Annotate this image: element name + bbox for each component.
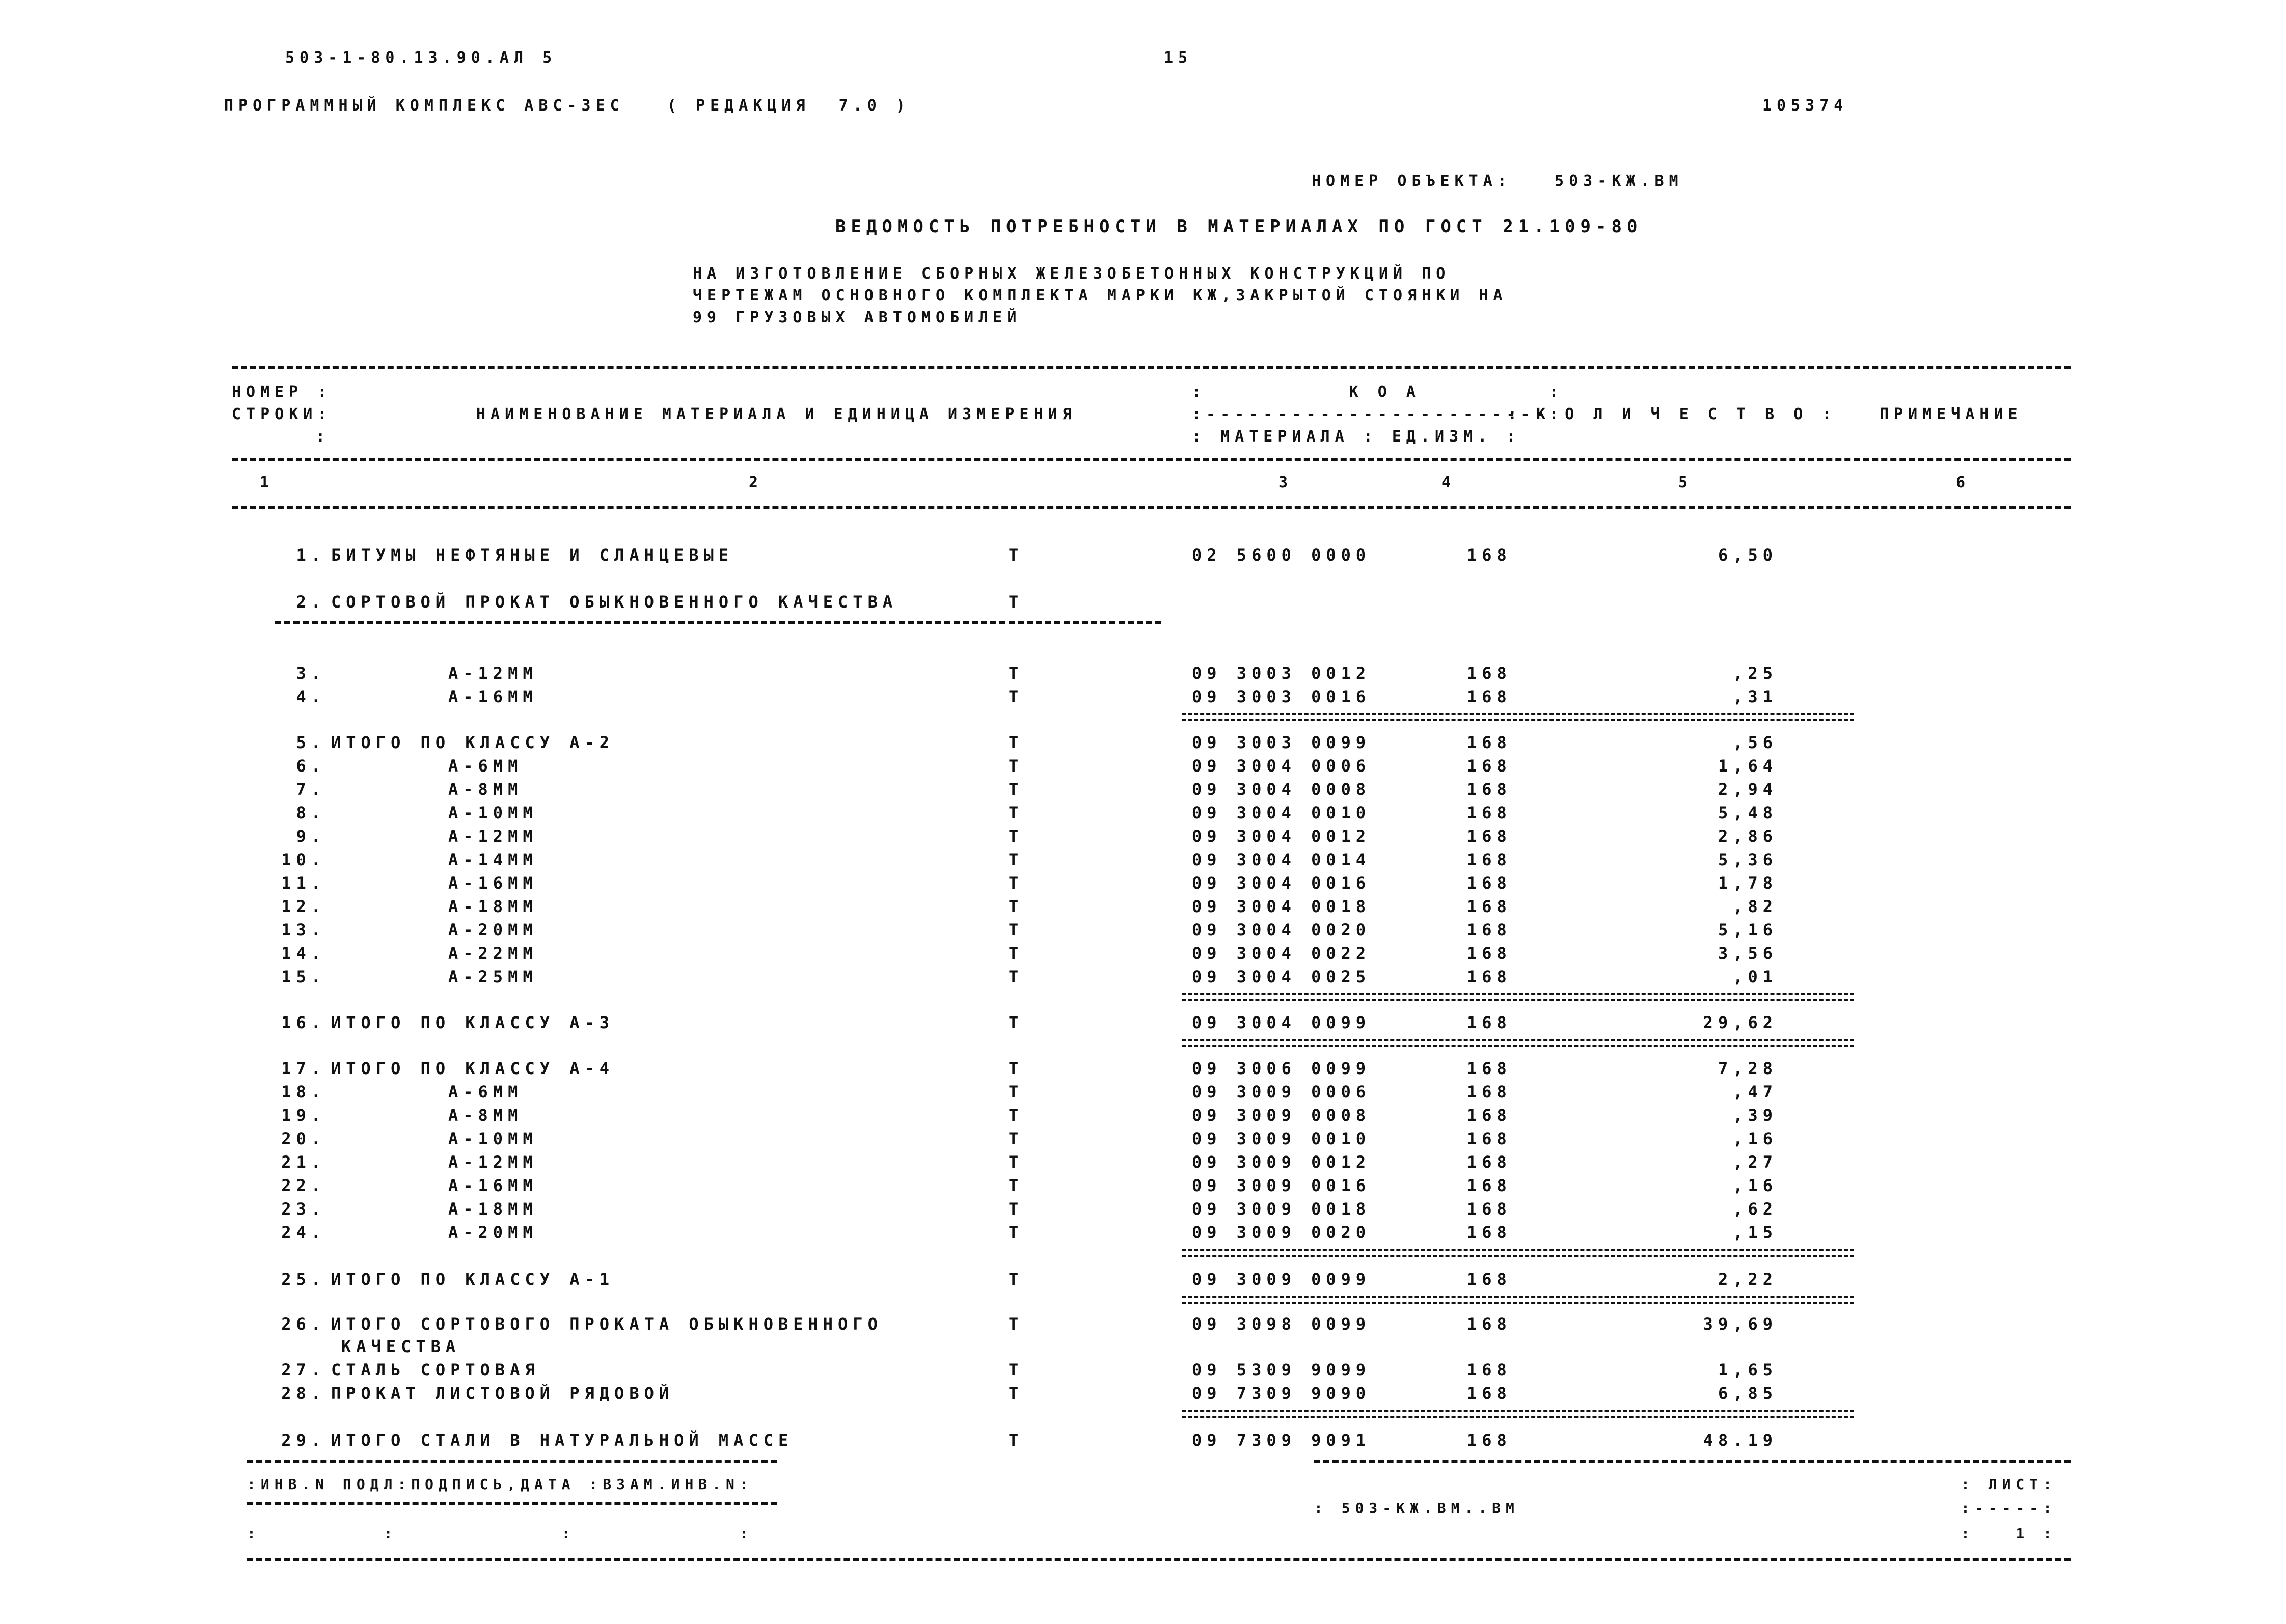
unit: Т	[1009, 1430, 1024, 1450]
row-number: 16.	[281, 1013, 326, 1032]
material-name: А-16ММ	[448, 687, 538, 706]
material-name: А-16ММ	[448, 1176, 538, 1195]
unit: Т	[1009, 780, 1024, 799]
subtitle-line-3: 99 ГРУЗОВЫХ АВТОМОБИЛЕЙ	[693, 309, 1022, 326]
document-reference: : 503-КЖ.ВМ..ВМ	[1314, 1500, 1519, 1517]
row-number: 12.	[281, 897, 326, 916]
unit: Т	[1009, 687, 1024, 706]
material-name: А-12ММ	[448, 664, 538, 683]
col-num-6: 6	[1956, 474, 1971, 491]
table-top-rule	[232, 366, 2071, 369]
unit: Т	[1009, 592, 1024, 612]
material-code: 09 3004 0010	[1192, 803, 1371, 822]
subtotal-rule	[1182, 1410, 1854, 1418]
row-number: 9.	[296, 827, 326, 846]
unit: Т	[1009, 1314, 1024, 1334]
material-code: 09 7309 9090	[1192, 1384, 1371, 1403]
unit-code: 168	[1467, 1223, 1512, 1242]
material-name: БИТУМЫ НЕФТЯНЫЕ И СЛАНЦЕВЫЕ	[331, 545, 734, 565]
material-code: 09 3009 0018	[1192, 1199, 1371, 1219]
table-row	[0, 873, 2286, 893]
material-name: А-14ММ	[448, 850, 538, 869]
koa-header-l1: : К О А :	[1192, 383, 1564, 401]
quantity: 1,64	[1718, 756, 1778, 776]
material-name: ИТОГО ПО КЛАССУ А-1	[331, 1270, 615, 1289]
header-rule	[232, 458, 2071, 461]
quantity: ,82	[1733, 897, 1778, 916]
quantity: 3,56	[1718, 944, 1778, 963]
material-name: СТАЛЬ СОРТОВАЯ	[331, 1360, 540, 1380]
quantity: 5,16	[1718, 920, 1778, 940]
unit: Т	[1009, 850, 1024, 869]
material-name: ПРОКАТ ЛИСТОВОЙ РЯДОВОЙ	[331, 1384, 674, 1403]
row-number: 17.	[281, 1059, 326, 1078]
table-row	[0, 1082, 2286, 1102]
unit-code: 168	[1467, 1106, 1512, 1125]
table-row	[0, 1269, 2286, 1289]
quantity: ,27	[1733, 1152, 1778, 1172]
unit-code: 168	[1467, 920, 1512, 940]
table-row	[0, 1222, 2286, 1243]
row-number: 7.	[296, 780, 326, 799]
table-row	[0, 1360, 2286, 1380]
quantity: ,16	[1733, 1176, 1778, 1195]
note-header: ПРИМЕЧАНИЕ	[1880, 405, 2023, 423]
material-code: 09 3003 0016	[1192, 687, 1371, 706]
material-name: А-10ММ	[448, 803, 538, 822]
table-row	[0, 686, 2286, 707]
unit-code: 168	[1467, 967, 1512, 986]
unit: Т	[1009, 827, 1024, 846]
quantity: 2,86	[1718, 827, 1778, 846]
material-code: 09 3004 0025	[1192, 967, 1371, 986]
koa-header-l3: : МАТЕРИАЛА : ЕД.ИЗМ. :	[1192, 428, 1521, 446]
table-row	[0, 803, 2286, 823]
unit: Т	[1009, 1384, 1024, 1403]
table-row	[0, 1058, 2286, 1079]
row-number: 25.	[281, 1270, 326, 1289]
row-number: 15.	[281, 967, 326, 986]
doc-number: 105374	[1762, 97, 1848, 115]
row-number: 5.	[296, 733, 326, 752]
unit-code: 168	[1467, 664, 1512, 683]
material-name: А-25ММ	[448, 967, 538, 986]
row-number: 1.	[296, 545, 326, 565]
quantity: 5,36	[1718, 850, 1778, 869]
material-code: 09 3009 0010	[1192, 1129, 1371, 1148]
stamp-bottom-rule	[247, 1558, 2071, 1561]
subtotal-rule	[1182, 1039, 1854, 1047]
unit: Т	[1009, 756, 1024, 776]
col-num-2: 2	[749, 474, 764, 491]
quantity: 6,50	[1718, 545, 1778, 565]
unit-code: 168	[1467, 1129, 1512, 1148]
row-number: 23.	[281, 1199, 326, 1219]
unit: Т	[1009, 1223, 1024, 1242]
material-code: 09 3098 0099	[1192, 1314, 1371, 1334]
table-row	[0, 756, 2286, 776]
col-num-1: 1	[260, 474, 275, 491]
unit: Т	[1009, 545, 1024, 565]
unit-code: 168	[1467, 1430, 1512, 1450]
material-name: А-18ММ	[448, 897, 538, 916]
unit-code: 168	[1467, 756, 1512, 776]
doc-code: 503-1-80.13.90.АЛ 5	[285, 49, 557, 67]
row-number: 6.	[296, 756, 326, 776]
material-code: 09 3009 0006	[1192, 1082, 1371, 1102]
material-code: 09 3009 0020	[1192, 1223, 1371, 1242]
unit-code: 168	[1467, 687, 1512, 706]
unit-code: 168	[1467, 1270, 1512, 1289]
quantity: 2,94	[1718, 780, 1778, 799]
table-row	[0, 943, 2286, 964]
table-row	[0, 1175, 2286, 1196]
row-number: 24.	[281, 1223, 326, 1242]
material-name: А-20ММ	[448, 1223, 538, 1242]
unit: Т	[1009, 803, 1024, 822]
unit: Т	[1009, 1013, 1024, 1032]
row-number: 14.	[281, 944, 326, 963]
subtotal-rule	[1182, 1296, 1854, 1304]
material-code: 09 5309 9099	[1192, 1360, 1371, 1380]
material-name: А-10ММ	[448, 1129, 538, 1148]
material-name: А-16ММ	[448, 873, 538, 893]
quantity: ,25	[1733, 664, 1778, 683]
material-code: 09 3004 0099	[1192, 1013, 1371, 1032]
material-name: А-6ММ	[448, 756, 523, 776]
unit: Т	[1009, 873, 1024, 893]
material-name: СОРТОВОЙ ПРОКАТ ОБЫКНОВЕННОГО КАЧЕСТВА	[331, 592, 898, 612]
quantity: 6,85	[1718, 1384, 1778, 1403]
material-code: 09 3004 0016	[1192, 873, 1371, 893]
table-row	[0, 1336, 2286, 1357]
stamp-top-rule-left	[247, 1460, 777, 1463]
table-row	[0, 1199, 2286, 1219]
table-row	[0, 1383, 2286, 1403]
material-code: 02 5600 0000	[1192, 545, 1371, 565]
col2-header: НАИМЕНОВАНИЕ МАТЕРИАЛА И ЕДИНИЦА ИЗМЕРЕНИЯ	[476, 405, 1077, 423]
unit: Т	[1009, 733, 1024, 752]
program-line: ПРОГРАММНЫЙ КОМПЛЕКС АВС-3ЕС ( РЕДАКЦИЯ 7.0 )	[224, 97, 910, 115]
unit-code: 168	[1467, 1082, 1512, 1102]
unit: Т	[1009, 664, 1024, 683]
unit-code: 168	[1467, 1314, 1512, 1334]
quantity: 7,28	[1718, 1059, 1778, 1078]
unit: Т	[1009, 944, 1024, 963]
quantity: ,01	[1733, 967, 1778, 986]
stamp-top-rule-right	[1314, 1460, 2071, 1463]
material-name: А-22ММ	[448, 944, 538, 963]
quantity: 39,69	[1703, 1314, 1778, 1334]
material-name: А-18ММ	[448, 1199, 538, 1219]
row-number: 20.	[281, 1129, 326, 1148]
material-name: А-6ММ	[448, 1082, 523, 1102]
quantity: ,56	[1733, 733, 1778, 752]
quantity: 29,62	[1703, 1013, 1778, 1032]
table-row	[0, 1128, 2286, 1149]
subtotal-rule	[1182, 713, 1854, 721]
material-name: ИТОГО ПО КЛАССУ А-2	[331, 733, 615, 752]
quantity: ,15	[1733, 1223, 1778, 1242]
row-number: 11.	[281, 873, 326, 893]
material-name: А-12ММ	[448, 827, 538, 846]
material-name: А-12ММ	[448, 1152, 538, 1172]
row-number: 3.	[296, 664, 326, 683]
col1-header-l3: :	[316, 428, 331, 446]
stamp-empty-cells: : : : :	[247, 1525, 753, 1542]
material-code: 09 3003 0099	[1192, 733, 1371, 752]
subtitle-line-1: НА ИЗГОТОВЛЕНИЕ СБОРНЫХ ЖЕЛЕЗОБЕТОННЫХ КОНСТРУКЦИЙ ПО	[693, 265, 1451, 283]
material-name: ИТОГО ПО КЛАССУ А-3	[331, 1013, 615, 1032]
subtotal-rule	[1182, 1249, 1854, 1257]
table-row	[0, 826, 2286, 846]
header-bottom-rule	[232, 506, 2071, 509]
unit: Т	[1009, 897, 1024, 916]
unit: Т	[1009, 1106, 1024, 1125]
row-number: 29.	[281, 1430, 326, 1450]
unit-code: 168	[1467, 1059, 1512, 1078]
material-code: 09 3004 0020	[1192, 920, 1371, 940]
quantity-header: : К О Л И Ч Е С Т В О :	[1508, 405, 1837, 423]
row-number: 21.	[281, 1152, 326, 1172]
quantity: 1,78	[1718, 873, 1778, 893]
material-code: 09 3009 0099	[1192, 1270, 1371, 1289]
row-number: 26.	[281, 1314, 326, 1334]
material-code: 09 3004 0014	[1192, 850, 1371, 869]
stamp-labels: :ИНВ.N ПОДЛ:ПОДПИСЬ,ДАТА :ВЗАМ.ИНВ.N:	[247, 1476, 753, 1493]
material-name: ИТОГО ПО КЛАССУ А-4	[331, 1059, 615, 1078]
subtotal-rule	[1182, 993, 1854, 1001]
unit-code: 168	[1467, 1360, 1512, 1380]
unit-code: 168	[1467, 780, 1512, 799]
row-number: 28.	[281, 1384, 326, 1403]
material-name-continued: КАЧЕСТВА	[341, 1337, 461, 1356]
material-name: ИТОГО СОРТОВОГО ПРОКАТА ОБЫКНОВЕННОГО	[331, 1314, 883, 1334]
row-number: 19.	[281, 1106, 326, 1125]
object-line: НОМЕР ОБЪЕКТА: 503-КЖ.ВМ	[1312, 172, 1683, 190]
table-row	[0, 732, 2286, 753]
row-number: 8.	[296, 803, 326, 822]
sheet-number: : 1 :	[1961, 1525, 2057, 1542]
material-code: 09 3004 0006	[1192, 756, 1371, 776]
unit-code: 168	[1467, 827, 1512, 846]
material-code: 09 3004 0012	[1192, 827, 1371, 846]
table-row	[0, 779, 2286, 800]
unit: Т	[1009, 1059, 1024, 1078]
col1-header-l1: НОМЕР :	[232, 383, 332, 401]
quantity: ,62	[1733, 1199, 1778, 1219]
unit-code: 168	[1467, 733, 1512, 752]
material-code: 09 3009 0008	[1192, 1106, 1371, 1125]
col-num-5: 5	[1678, 474, 1693, 491]
table-row	[0, 592, 2286, 612]
unit-code: 168	[1467, 1013, 1512, 1032]
table-row	[0, 849, 2286, 870]
unit: Т	[1009, 1176, 1024, 1195]
unit-code: 168	[1467, 1384, 1512, 1403]
subtitle-line-2: ЧЕРТЕЖАМ ОСНОВНОГО КОМПЛЕКТА МАРКИ КЖ,ЗАКРЫТОЙ СТОЯНКИ НА	[693, 287, 1508, 305]
unit: Т	[1009, 1360, 1024, 1380]
unit-code: 168	[1467, 873, 1512, 893]
unit: Т	[1009, 920, 1024, 940]
row-number: 2.	[296, 592, 326, 612]
quantity: ,47	[1733, 1082, 1778, 1102]
table-row	[0, 545, 2286, 565]
material-code: 09 3004 0008	[1192, 780, 1371, 799]
table-row	[0, 896, 2286, 917]
table-row	[0, 1430, 2286, 1450]
row-number: 27.	[281, 1360, 326, 1380]
material-code: 09 3004 0022	[1192, 944, 1371, 963]
row-number: 13.	[281, 920, 326, 940]
table-row	[0, 1012, 2286, 1033]
quantity: ,39	[1733, 1106, 1778, 1125]
table-row	[0, 1314, 2286, 1334]
table-row	[0, 663, 2286, 683]
row-number: 22.	[281, 1176, 326, 1195]
table-row	[0, 920, 2286, 940]
unit-code: 168	[1467, 803, 1512, 822]
stamp-mid-rule	[247, 1502, 777, 1505]
table-row	[0, 967, 2286, 987]
material-code: 09 3009 0016	[1192, 1176, 1371, 1195]
unit-code: 168	[1467, 1199, 1512, 1219]
table-row	[0, 1152, 2286, 1172]
material-code: 09 3009 0012	[1192, 1152, 1371, 1172]
sheet-separator: :-----:	[1961, 1500, 2057, 1517]
material-code: 09 7309 9091	[1192, 1430, 1371, 1450]
material-name: ИТОГО СТАЛИ В НАТУРАЛЬНОЙ МАССЕ	[331, 1430, 794, 1450]
unit-code: 168	[1467, 1152, 1512, 1172]
material-name: А-8ММ	[448, 1106, 523, 1125]
material-name: А-8ММ	[448, 780, 523, 799]
quantity: 2,22	[1718, 1270, 1778, 1289]
material-code: 09 3003 0012	[1192, 664, 1371, 683]
quantity: ,16	[1733, 1129, 1778, 1148]
unit: Т	[1009, 1082, 1024, 1102]
page-number: 15	[1164, 49, 1193, 67]
quantity: ,31	[1733, 687, 1778, 706]
row-number: 4.	[296, 687, 326, 706]
row-number: 18.	[281, 1082, 326, 1102]
col-num-4: 4	[1441, 474, 1456, 491]
unit-code: 168	[1467, 545, 1512, 565]
unit-code: 168	[1467, 1176, 1512, 1195]
table-row	[0, 1105, 2286, 1125]
section-rule	[275, 621, 1161, 624]
unit: Т	[1009, 1270, 1024, 1289]
unit-code: 168	[1467, 897, 1512, 916]
unit: Т	[1009, 1129, 1024, 1148]
material-code: 09 3004 0018	[1192, 897, 1371, 916]
col-num-3: 3	[1278, 474, 1293, 491]
unit: Т	[1009, 1199, 1024, 1219]
quantity: 48.19	[1703, 1430, 1778, 1450]
material-code: 09 3006 0099	[1192, 1059, 1371, 1078]
material-name: А-20ММ	[448, 920, 538, 940]
unit-code: 168	[1467, 850, 1512, 869]
quantity: 5,48	[1718, 803, 1778, 822]
koa-header-l2: :------------------------:	[1192, 405, 1564, 423]
sheet-label: : ЛИСТ:	[1961, 1476, 2057, 1493]
quantity: 1,65	[1718, 1360, 1778, 1380]
page-title: ВЕДОМОСТЬ ПОТРЕБНОСТИ В МАТЕРИАЛАХ ПО ГОСТ 21.109-80	[835, 216, 1643, 237]
unit: Т	[1009, 967, 1024, 986]
unit-code: 168	[1467, 944, 1512, 963]
col1-header-l2: СТРОКИ:	[232, 405, 332, 423]
row-number: 10.	[281, 850, 326, 869]
unit: Т	[1009, 1152, 1024, 1172]
